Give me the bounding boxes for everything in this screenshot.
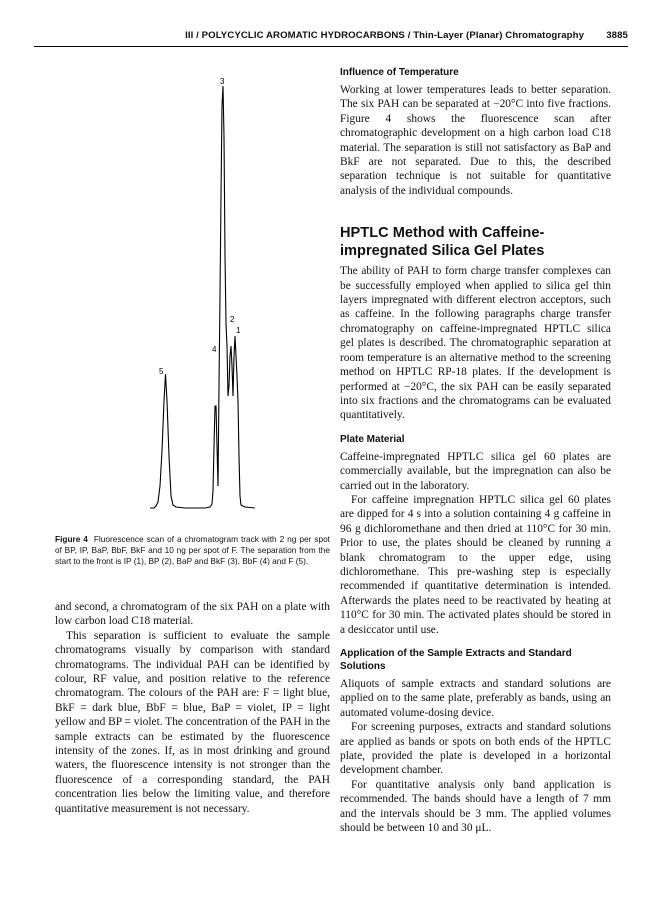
peak-label-5: 5 — [159, 367, 164, 376]
heading-application: Application of the Sample Extracts and Standard Solutions — [340, 648, 572, 672]
paragraph-plate-2: For caffeine impregnation HPTLC silica gel 60 plates are dipped for 4 s into a solution containing 4 g caffeine in 96 g dichloromethane and then dried at 110°C for 30 min. Prior to use, the plates should be cleaned by running a blank chromatogram to the upper edge, using dichloromethane. This pre-washing step is especially recommended if quantitative determination is intended. Afterwards the plates need to be reactivated by heating at 110°C for 30 min. The activated plates should be stored in a desiccator until use. — [340, 493, 611, 636]
left-paragraph-1: and second, a chromatogram of the six PAH on a plate with low carbon load C18 material. — [55, 601, 330, 628]
running-header — [34, 30, 628, 46]
figure-caption-text: Fluorescence scan of a chromatogram track with 2 ng per spot of BP, IP, BaP, BbF, BkF and 10 ng per spot of F. The separation from the start to the front is IP (1), BP (2), BaP and BkF (3), BbF (4) and F (5). — [55, 534, 330, 567]
paragraph-application-1: Aliquots of sample extracts and standard solutions are applied on to the same plate, preferably as bands, using an automated volume-dosing device. — [340, 678, 611, 719]
paragraph-temperature: Working at lower temperatures leads to better separation. The six PAH can be separated at −20°C into five fractions. Figure 4 shows the fluorescence scan after chromatographic development on a high carbon load C18 material. The separation is still not satisfactory as BaP and BkF are not separated. Due to this, the described separation technique is not suitable for quantitative analysis of the individual compounds. — [340, 84, 611, 197]
left-column-text — [55, 600, 330, 816]
paragraph-hptlc: The ability of PAH to form charge transfer complexes can be successfully employed when applied to silica gel thin layers impregnated with different electron acceptors, such as caffeine. In the following paragraphs charge transfer chromatography on caffeine-impregnated HPTLC silica gel plates is described. The chromatographic separation at room temperature is an alternative method to the screening method on HPTLC RP-18 plates. If the development is performed at −20°C, the six PAH can be easily separated into six fractions and the chromatograms can be evaluated quantitatively. — [340, 265, 611, 422]
left-paragraph-2: This separation is sufficient to evaluate the sample chromatograms visually by comparison with standard chromatograms. The individual PAH can be identified by colour, RF value, and position relative to the reference chromatogram. The colours of the PAH are: F = light blue, BkF = dark blue, BbF = blue, BaP = violet, IP = light yellow and BP = violet. The concentration of the PAH in the sample extracts can be estimated by the fluorescence intensity of the zones. If, as in most drinking and ground waters, the fluorescence intensity is not stronger than the fluorescence of a corresponding standard, the PAH concentration lies below the limiting value, and therefore quantitative measurement is not necessary. — [55, 629, 330, 815]
paragraph-plate-1: Caffeine-impregnated HPTLC silica gel 60 plates are commercially available, but the impregnation can also be carried out in the laboratory. — [340, 450, 611, 492]
page-number: 3885 — [606, 30, 628, 41]
peak-label-3: 3 — [220, 77, 225, 86]
heading-hptlc-method: HPTLC Method with Caffeine-impregnated Silica Gel Plates — [340, 225, 545, 260]
heading-influence-of-temperature: Influence of Temperature — [340, 67, 459, 78]
figure-4-scan — [55, 56, 330, 526]
header-rule — [34, 46, 628, 47]
peak-label-1: 1 — [236, 326, 241, 335]
right-column — [340, 66, 611, 835]
peak-label-4: 4 — [212, 345, 217, 354]
peak-label-2: 2 — [230, 315, 235, 324]
scan-trace — [150, 86, 255, 508]
running-title: III / POLYCYCLIC AROMATIC HYDROCARBONS / Thin-Layer (Planar) Chromatography — [185, 30, 584, 41]
heading-plate-material: Plate Material — [340, 433, 405, 445]
paragraph-application-3: For quantitative analysis only band application is recommended. The bands should have a length of 7 mm and the intervals should be 3 mm. The applied volumes should be between 10 and 30 μL. — [340, 778, 611, 835]
figure-caption — [55, 534, 330, 568]
paragraph-application-2: For screening purposes, extracts and standard solutions are applied as bands or spots on both ends of the HPTLC plate, provided the plate is developed in a horizontal development chamber. — [340, 721, 611, 777]
figure-caption-label: Figure 4 — [55, 534, 88, 544]
